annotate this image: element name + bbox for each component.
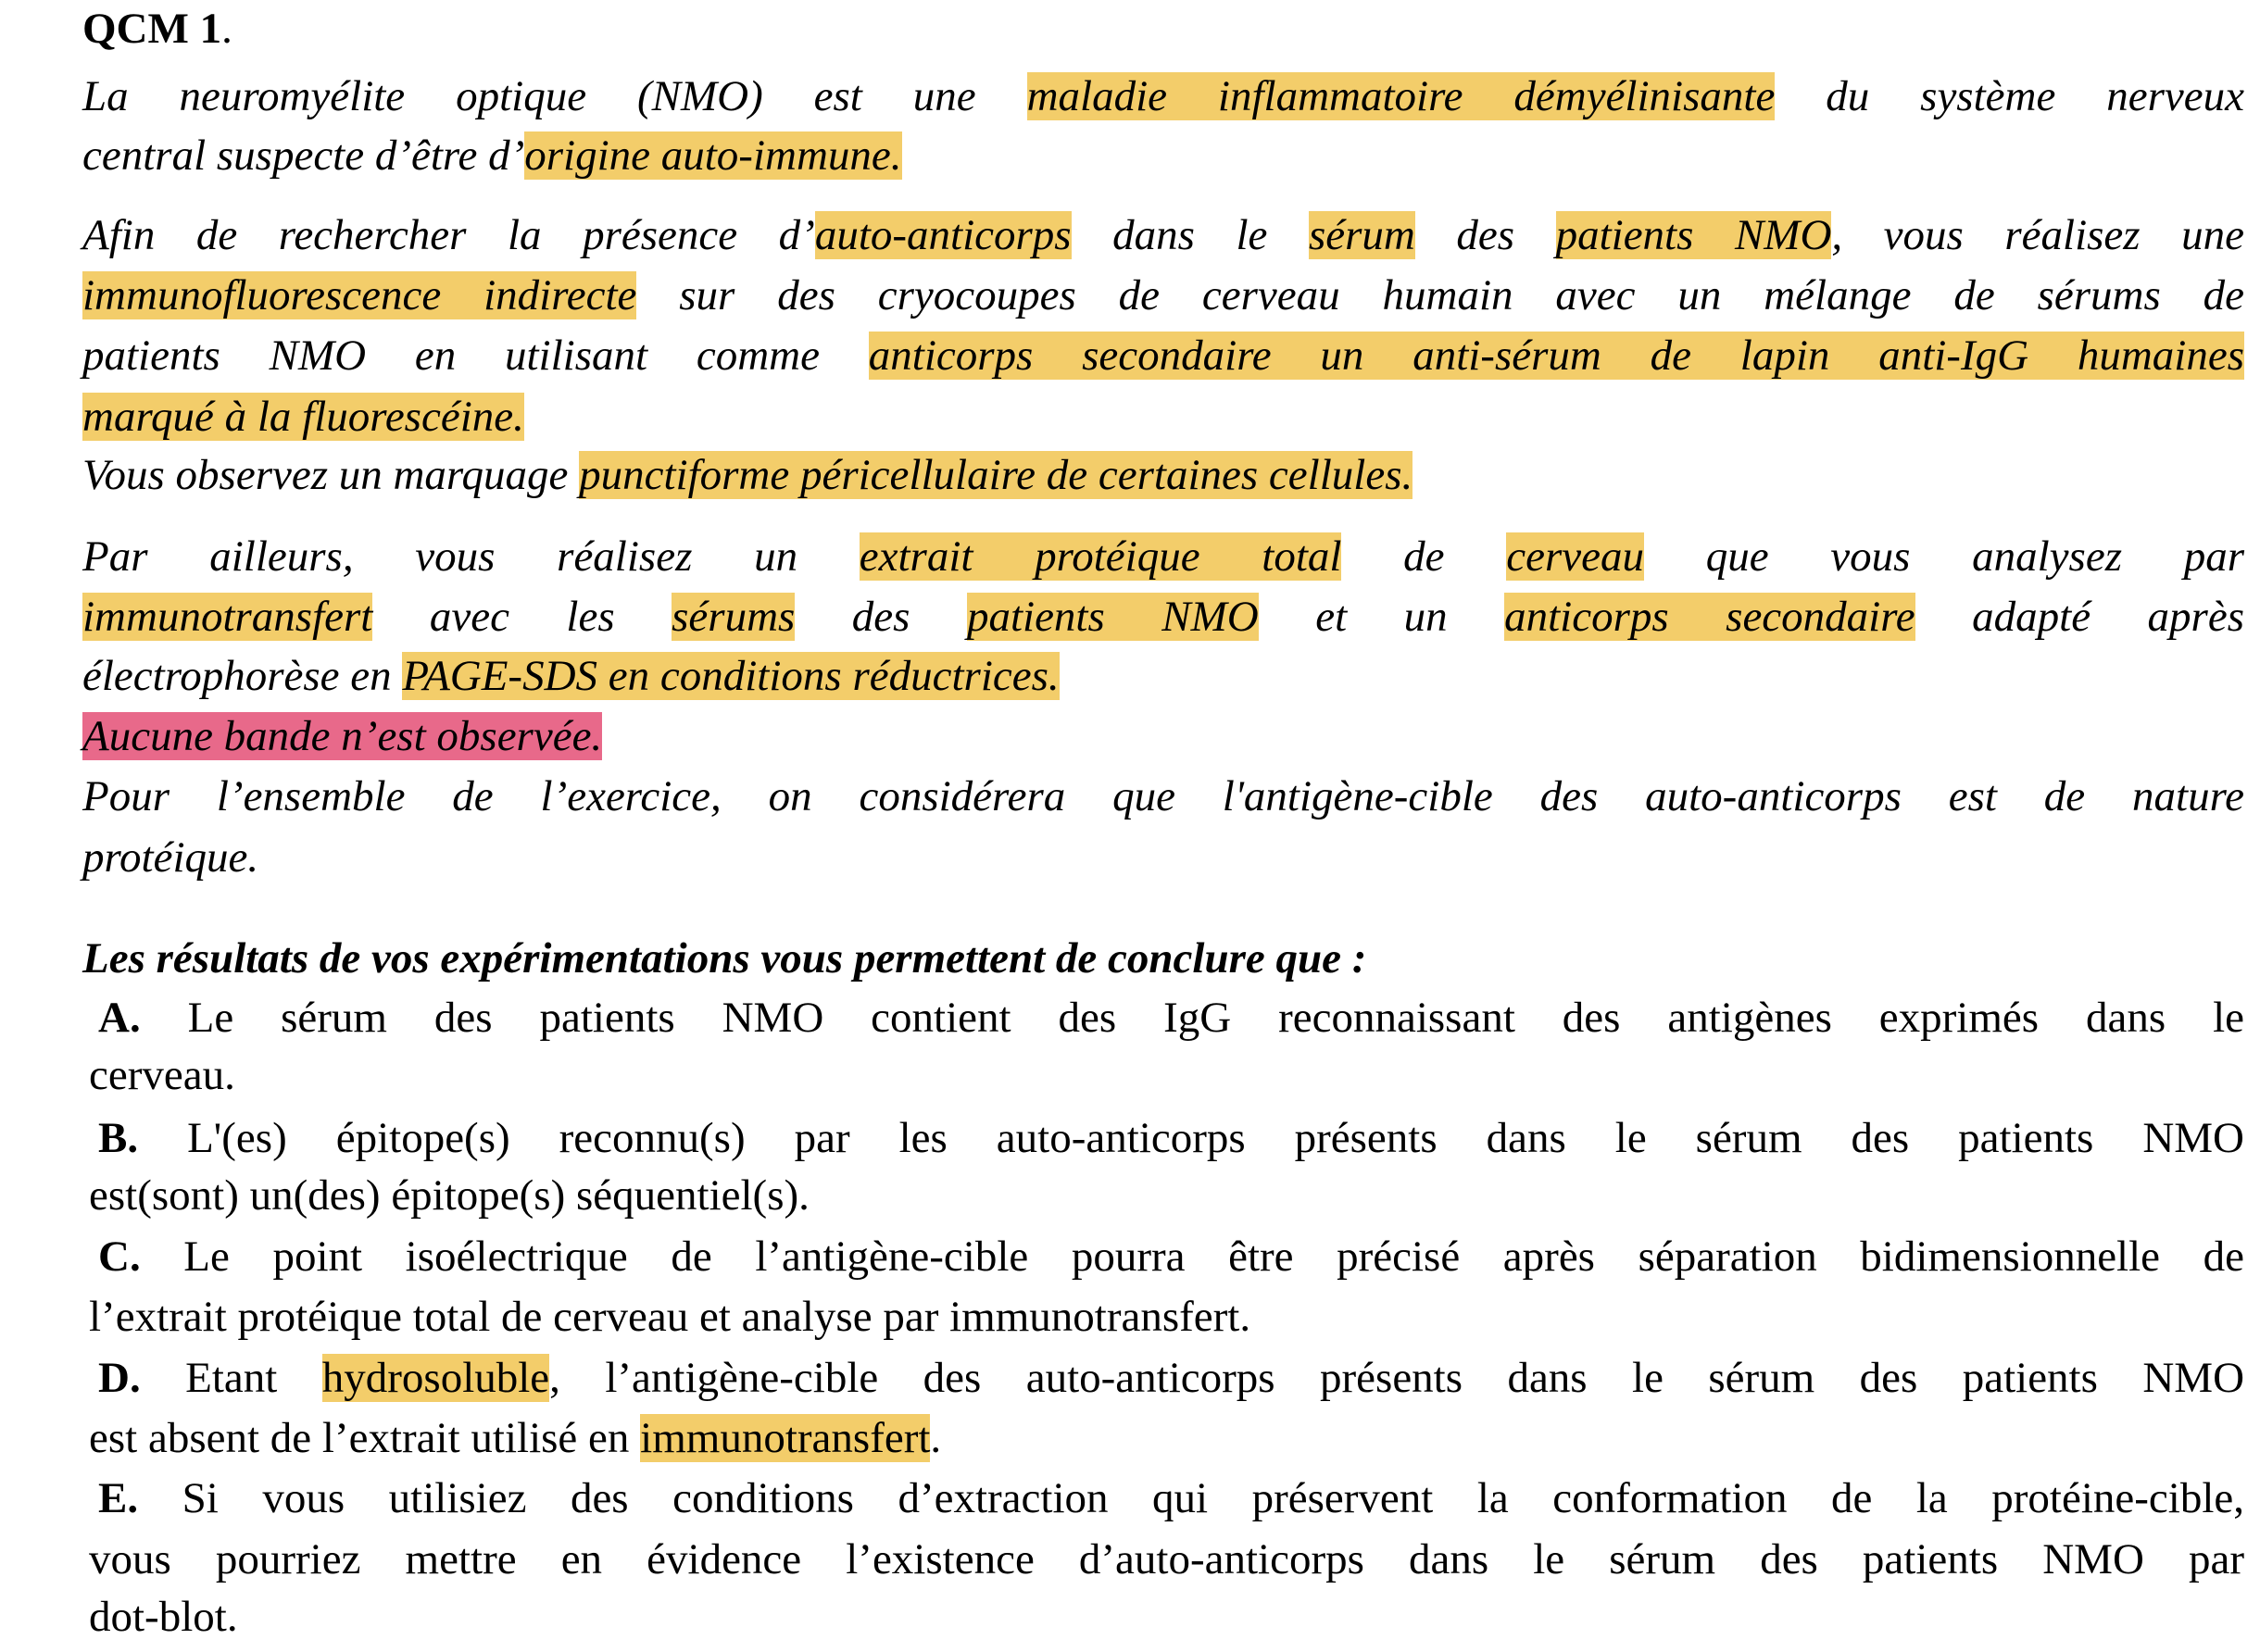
text-segment: du système nerveux xyxy=(1775,72,2244,121)
highlighted-text: cerveau xyxy=(1506,532,1644,581)
text-segment: est absent de l’extrait utilisé en xyxy=(89,1413,641,1462)
text-segment: patients NMO en utilisant comme xyxy=(82,332,869,381)
highlighted-text: punctiforme péricellulaire de certaines cellules. xyxy=(579,451,1413,500)
highlighted-text: maladie inflammatoire démyélinisante xyxy=(1026,72,1776,121)
answer-option-line xyxy=(98,1469,2244,1528)
text-segment: . xyxy=(930,1413,942,1462)
answer-option-line xyxy=(98,1227,2244,1286)
text-segment: Pour l’ensemble de l’exercice, on considérera que l'antigène-cible des auto-anticorps est de nature xyxy=(82,772,2244,821)
highlighted-text: hydrosoluble xyxy=(321,1353,550,1402)
text-segment: des xyxy=(795,592,967,641)
bold-label: B. xyxy=(98,1114,139,1163)
highlighted-text: anticorps secondaire un anti-sérum de lapin anti-IgG humaines xyxy=(868,332,2244,381)
text-segment: Vous observez un marquage xyxy=(82,451,580,500)
text-segment: avec les xyxy=(372,592,672,641)
highlighted-text: patients NMO xyxy=(1555,210,1832,259)
highlighted-text: immunotransfert xyxy=(640,1413,931,1462)
statement-line xyxy=(82,206,2244,265)
highlighted-text: PAGE-SDS en conditions réductrices. xyxy=(402,651,1060,700)
statement-line xyxy=(82,387,2244,446)
text-segment: Le sérum des patients NMO contient des IgG reconnaissant des antigènes exprimés dans le xyxy=(140,993,2244,1042)
text-segment: Le point isoélectrique de l’antigène-cible pourra être précisé après séparation bidimensionnelle de xyxy=(140,1232,2244,1281)
text-segment: Etant xyxy=(140,1353,322,1402)
text-segment: des xyxy=(1414,210,1556,259)
highlighted-text: anticorps secondaire xyxy=(1504,592,1915,641)
text-segment: adapté après xyxy=(1915,592,2244,641)
bold-label: A. xyxy=(98,993,141,1042)
bold-label: C. xyxy=(98,1232,141,1281)
text-segment: est(sont) un(des) épitope(s) séquentiel(s). xyxy=(89,1171,810,1220)
page-title xyxy=(82,0,2244,58)
highlighted-text: sérums xyxy=(672,592,796,641)
statement-line xyxy=(82,266,2244,325)
bold-label: QCM 1 xyxy=(82,5,222,54)
highlighted-text: origine auto-immune. xyxy=(524,131,902,181)
text-segment: . xyxy=(221,5,232,54)
highlighted-text: auto-anticorps xyxy=(814,210,1072,259)
highlighted-text: immunotransfert xyxy=(82,592,373,641)
highlighted-text: immunofluorescence indirecte xyxy=(82,270,637,319)
bold-label: D. xyxy=(98,1353,141,1402)
text-segment: l’extrait protéique total de cerveau et analyse par immunotransfert. xyxy=(89,1293,1251,1342)
statement-line xyxy=(82,767,2244,826)
text-segment: protéique. xyxy=(82,832,259,882)
statement-line xyxy=(82,67,2244,126)
answer-option-line xyxy=(98,1348,2244,1408)
text-segment: L'(es) épitope(s) reconnu(s) par les auto-anticorps présents dans le sérum des patients NMO xyxy=(138,1114,2244,1163)
highlighted-text: patients NMO xyxy=(966,592,1259,641)
statement-line xyxy=(82,527,2244,586)
statement-line xyxy=(82,587,2244,646)
answer-option-line xyxy=(89,1045,2244,1105)
highlighted-text: extrait protéique total xyxy=(859,532,1342,581)
text-segment: dot-blot. xyxy=(89,1592,238,1641)
text-segment: électrophorèse en xyxy=(82,651,403,700)
answer-option-line xyxy=(89,1587,2244,1646)
text-segment: sur des cryocoupes de cerveau humain avec un mélange de sérums de xyxy=(636,270,2244,319)
statement-line xyxy=(82,126,2244,185)
answer-option-line xyxy=(98,1108,2244,1168)
answer-option-line xyxy=(98,988,2244,1047)
statement-line xyxy=(82,445,2244,505)
text-segment: central suspecte d’être d’ xyxy=(82,131,525,181)
text-segment: et un xyxy=(1258,592,1505,641)
statement-line xyxy=(82,828,2244,887)
answer-option-line xyxy=(89,1166,2244,1225)
statement-line xyxy=(82,707,2244,766)
text-segment: La neuromyélite optique (NMO) est une xyxy=(82,72,1027,121)
text-segment: , vous réalisez une xyxy=(1831,210,2244,259)
statement-line xyxy=(82,646,2244,706)
bold-label: Les résultats de vos expérimentations vous permettent de conclure que : xyxy=(82,933,1367,982)
alert-highlighted-text: Aucune bande n’est observée. xyxy=(82,712,603,761)
text-segment: vous pourriez mettre en évidence l’existence d’auto-anticorps dans le sérum des patients NMO par xyxy=(89,1534,2244,1583)
text-segment: Afin de rechercher la présence d’ xyxy=(82,210,815,259)
text-segment: dans le xyxy=(1071,210,1309,259)
text-segment: , l’antigène-cible des auto-anticorps présents dans le sérum des patients NMO xyxy=(549,1353,2245,1402)
answer-option-line xyxy=(89,1408,2244,1468)
highlighted-text: marqué à la fluorescéine. xyxy=(82,392,524,441)
bold-label: E. xyxy=(98,1474,139,1523)
text-segment: Si vous utilisiez des conditions d’extraction qui préservent la conformation de la protéine-cible, xyxy=(138,1474,2244,1523)
text-segment: cerveau. xyxy=(89,1050,235,1099)
statement-line xyxy=(82,326,2244,385)
text-segment: que vous analysez par xyxy=(1643,532,2244,581)
question-prompt xyxy=(82,929,2244,988)
text-segment: de xyxy=(1341,532,1507,581)
answer-option-line xyxy=(89,1530,2244,1589)
answer-option-line xyxy=(89,1287,2244,1346)
text-segment: Par ailleurs, vous réalisez un xyxy=(82,532,860,581)
highlighted-text: sérum xyxy=(1308,210,1415,259)
